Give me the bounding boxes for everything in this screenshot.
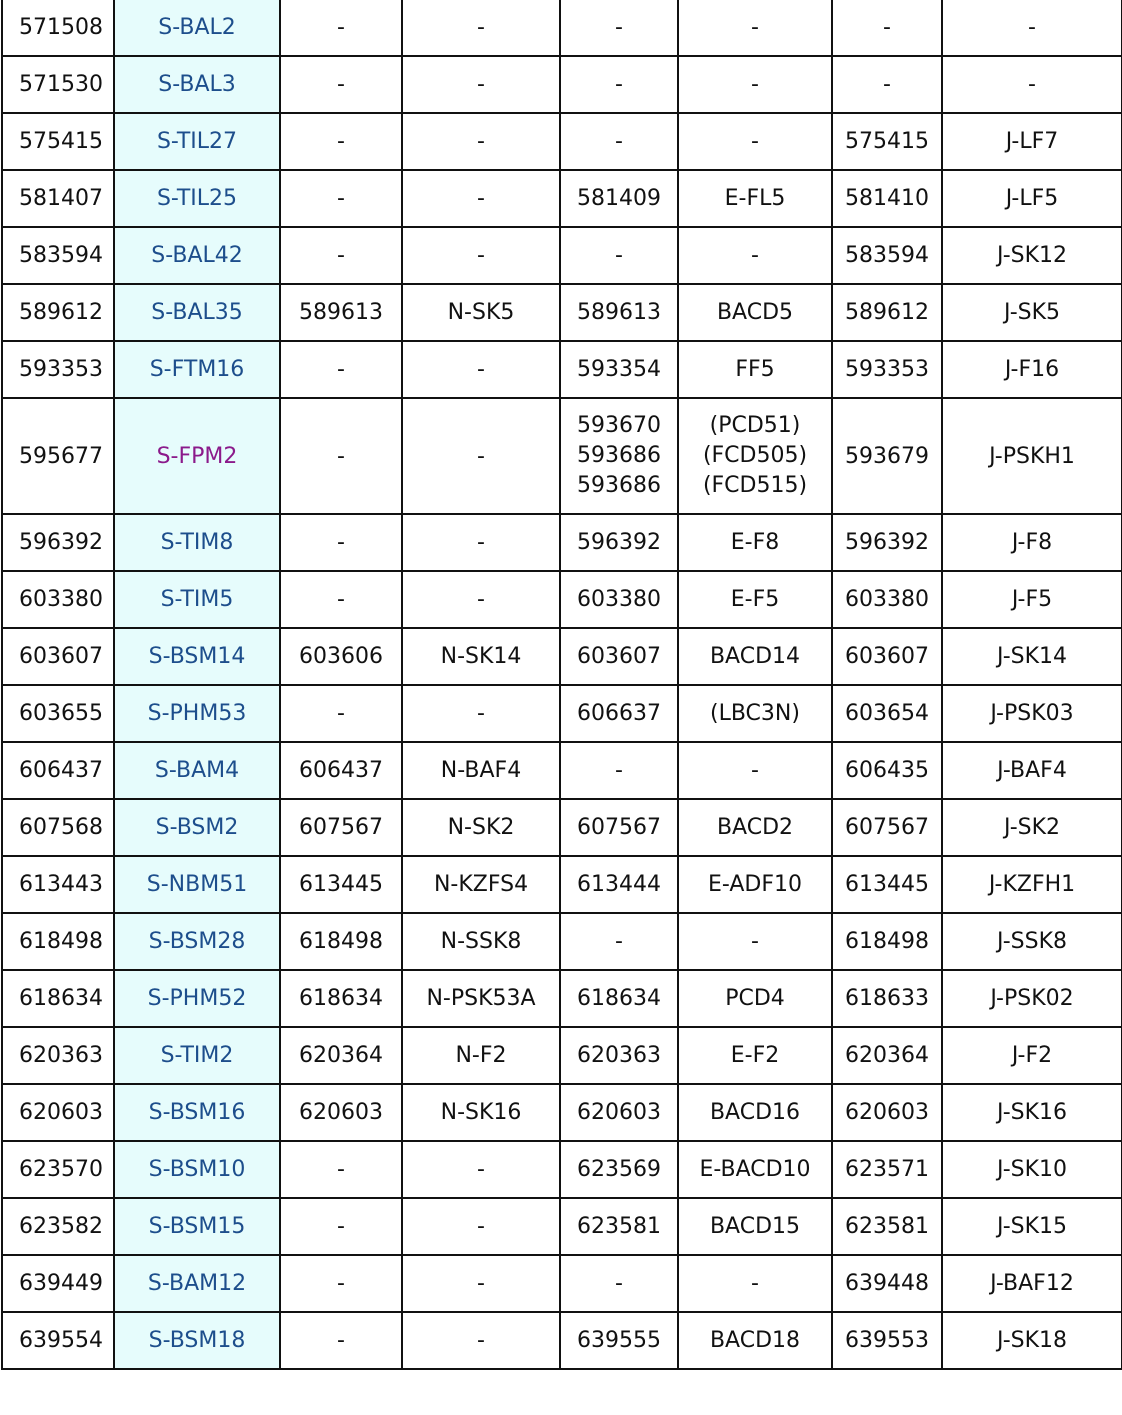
ohara-code-cell: 618498: [2, 913, 114, 970]
table-row: [2, 856, 1122, 913]
glass-link[interactable]: S-BSM16: [148, 1100, 246, 1125]
hikari-name-cell: J-PSK02: [942, 970, 1122, 1027]
schott-code-cell: -: [280, 113, 402, 170]
glass-link[interactable]: S-TIL25: [156, 186, 238, 211]
schott-name-cell: N-SK16: [402, 1084, 560, 1141]
hoya-name-cell: BACD15: [678, 1198, 832, 1255]
hikari-name-cell: J-F5: [942, 571, 1122, 628]
glass-link[interactable]: S-BSM28: [148, 929, 246, 954]
hoya-name-cell: PCD4: [678, 970, 832, 1027]
hikari-code-cell: 603607: [832, 628, 942, 685]
ohara-name-cell: [114, 571, 280, 628]
hoya-code-cell: 620363: [560, 1027, 678, 1084]
hoya-code-cell: 589613: [560, 284, 678, 341]
ohara-code-cell: 620603: [2, 1084, 114, 1141]
hikari-name-cell: -: [942, 56, 1122, 113]
hoya-code-cell: 623569: [560, 1141, 678, 1198]
hikari-code-cell: 639448: [832, 1255, 942, 1312]
schott-name-cell: -: [402, 514, 560, 571]
hoya-code-cell: -: [560, 113, 678, 170]
hikari-name-cell: J-PSKH1: [942, 398, 1122, 514]
table-row: [2, 284, 1122, 341]
table-row: [2, 799, 1122, 856]
ohara-name-cell: [114, 113, 280, 170]
ohara-name-cell: [114, 398, 280, 514]
schott-name-cell: -: [402, 1255, 560, 1312]
glass-link[interactable]: S-BAL2: [158, 15, 236, 40]
ohara-name-cell: [114, 1084, 280, 1141]
ohara-name-cell: [114, 0, 280, 56]
schott-code-cell: 606437: [280, 742, 402, 799]
hoya-name-cell: -: [678, 227, 832, 284]
hoya-name-cell: BACD2: [678, 799, 832, 856]
hoya-code-cell: -: [560, 227, 678, 284]
hikari-code-cell: 593679: [832, 398, 942, 514]
schott-name-cell: N-BAF4: [402, 742, 560, 799]
hikari-code-cell: 589612: [832, 284, 942, 341]
hoya-name-cell: BACD5: [678, 284, 832, 341]
hikari-code-cell: 583594: [832, 227, 942, 284]
table-row: [2, 685, 1122, 742]
hoya-name-cell: -: [678, 113, 832, 170]
ohara-name-cell: [114, 341, 280, 398]
hikari-name-cell: J-SK15: [942, 1198, 1122, 1255]
hoya-code-cell: 618634: [560, 970, 678, 1027]
glass-equivalents-table: [1, 0, 1122, 1370]
ohara-name-cell: [114, 856, 280, 913]
hoya-code-cell: -: [560, 56, 678, 113]
hikari-name-cell: J-KZFH1: [942, 856, 1122, 913]
table-row: [2, 398, 1122, 514]
ohara-name-cell: [114, 1141, 280, 1198]
ohara-code-cell: 613443: [2, 856, 114, 913]
hoya-name-cell: E-F8: [678, 514, 832, 571]
hikari-code-cell: 606435: [832, 742, 942, 799]
table-row: [2, 742, 1122, 799]
schott-name-cell: -: [402, 56, 560, 113]
glass-link[interactable]: S-BAM12: [147, 1271, 247, 1296]
schott-name-cell: N-PSK53A: [402, 970, 560, 1027]
hoya-code-cell: 607567: [560, 799, 678, 856]
schott-name-cell: -: [402, 685, 560, 742]
glass-link[interactable]: S-FPM2: [156, 443, 238, 469]
table-row: [2, 1312, 1122, 1369]
glass-link[interactable]: S-PHM53: [147, 701, 247, 726]
schott-code-cell: -: [280, 1198, 402, 1255]
ohara-code-cell: 603380: [2, 571, 114, 628]
glass-link[interactable]: S-BSM18: [148, 1328, 246, 1353]
ohara-code-cell: 593353: [2, 341, 114, 398]
hoya-code-cell: 620603: [560, 1084, 678, 1141]
hikari-name-cell: J-BAF12: [942, 1255, 1122, 1312]
glass-link[interactable]: S-BAM4: [154, 758, 240, 783]
hikari-code-cell: 623571: [832, 1141, 942, 1198]
schott-name-cell: -: [402, 1141, 560, 1198]
schott-code-cell: 618498: [280, 913, 402, 970]
hoya-code-cell: -: [560, 913, 678, 970]
hoya-name-cell: E-ADF10: [678, 856, 832, 913]
schott-code-cell: -: [280, 1141, 402, 1198]
hikari-code-cell: 575415: [832, 113, 942, 170]
hoya-name-cell: E-F2: [678, 1027, 832, 1084]
hoya-name-cell: E-BACD10: [678, 1141, 832, 1198]
hoya-name-line: (FCD505): [702, 443, 808, 468]
table-body: [2, 0, 1122, 1369]
ohara-name-cell: [114, 799, 280, 856]
ohara-code-cell: 603655: [2, 685, 114, 742]
hoya-code-cell: 596392: [560, 514, 678, 571]
hoya-code-cell: -: [560, 1255, 678, 1312]
schott-name-cell: -: [402, 227, 560, 284]
ohara-name-cell: [114, 1027, 280, 1084]
hoya-name-cell: [678, 398, 832, 514]
hoya-name-cell: (LBC3N): [678, 685, 832, 742]
schott-name-cell: N-F2: [402, 1027, 560, 1084]
hoya-code-cell: 603380: [560, 571, 678, 628]
ohara-code-cell: 595677: [2, 398, 114, 514]
hikari-name-cell: J-SK14: [942, 628, 1122, 685]
table-row: [2, 1027, 1122, 1084]
ohara-name-cell: [114, 1255, 280, 1312]
hoya-name-list: [683, 411, 827, 501]
table-row: [2, 913, 1122, 970]
hikari-name-cell: J-SK18: [942, 1312, 1122, 1369]
ohara-code-cell: 639554: [2, 1312, 114, 1369]
ohara-code-cell: 589612: [2, 284, 114, 341]
schott-name-cell: -: [402, 170, 560, 227]
hikari-name-cell: J-LF5: [942, 170, 1122, 227]
schott-name-cell: N-SK2: [402, 799, 560, 856]
glass-link[interactable]: S-BSM2: [155, 815, 239, 840]
glass-link[interactable]: S-FTM16: [149, 357, 245, 382]
hikari-name-cell: J-SK5: [942, 284, 1122, 341]
hoya-name-cell: -: [678, 913, 832, 970]
ohara-code-cell: 639449: [2, 1255, 114, 1312]
hikari-name-cell: J-SK12: [942, 227, 1122, 284]
hikari-code-cell: 623581: [832, 1198, 942, 1255]
table-row: [2, 341, 1122, 398]
hikari-name-cell: J-F16: [942, 341, 1122, 398]
schott-code-cell: 603606: [280, 628, 402, 685]
table-row: [2, 227, 1122, 284]
glass-link[interactable]: S-BSM10: [148, 1157, 246, 1182]
schott-name-cell: -: [402, 1198, 560, 1255]
hikari-code-cell: 603380: [832, 571, 942, 628]
hoya-name-cell: BACD14: [678, 628, 832, 685]
hoya-name-line: (FCD515): [702, 473, 808, 498]
hoya-code-cell: 593354: [560, 341, 678, 398]
schott-code-cell: 620364: [280, 1027, 402, 1084]
hoya-code-cell: -: [560, 742, 678, 799]
ohara-code-cell: 620363: [2, 1027, 114, 1084]
hikari-code-cell: -: [832, 0, 942, 56]
hoya-code-cell: 606637: [560, 685, 678, 742]
schott-name-cell: N-SK14: [402, 628, 560, 685]
hoya-name-cell: -: [678, 56, 832, 113]
ohara-name-cell: [114, 913, 280, 970]
hikari-name-cell: J-SK10: [942, 1141, 1122, 1198]
schott-code-cell: -: [280, 341, 402, 398]
hoya-code-cell: 639555: [560, 1312, 678, 1369]
glass-link[interactable]: S-TIM8: [160, 530, 234, 555]
ohara-name-cell: [114, 514, 280, 571]
table-row: [2, 571, 1122, 628]
hoya-code-cell: -: [560, 0, 678, 56]
glass-link[interactable]: S-BSM14: [148, 644, 246, 669]
ohara-code-cell: 571530: [2, 56, 114, 113]
hikari-name-cell: J-SK2: [942, 799, 1122, 856]
hoya-code-list: [565, 411, 673, 501]
table-row: [2, 1198, 1122, 1255]
table-row: [2, 1084, 1122, 1141]
hikari-code-cell: 613445: [832, 856, 942, 913]
table-row: [2, 0, 1122, 56]
hoya-name-cell: E-FL5: [678, 170, 832, 227]
schott-code-cell: -: [280, 398, 402, 514]
ohara-code-cell: 571508: [2, 0, 114, 56]
hikari-code-cell: 639553: [832, 1312, 942, 1369]
schott-code-cell: 589613: [280, 284, 402, 341]
schott-code-cell: 607567: [280, 799, 402, 856]
hoya-code-cell: [560, 398, 678, 514]
schott-code-cell: -: [280, 685, 402, 742]
hoya-code-line: 593686: [577, 473, 661, 498]
hoya-name-cell: FF5: [678, 341, 832, 398]
ohara-name-cell: [114, 970, 280, 1027]
table-row: [2, 970, 1122, 1027]
hikari-code-cell: 603654: [832, 685, 942, 742]
schott-code-cell: 618634: [280, 970, 402, 1027]
ohara-code-cell: 606437: [2, 742, 114, 799]
table-row: [2, 1141, 1122, 1198]
hikari-code-cell: 620603: [832, 1084, 942, 1141]
schott-name-cell: N-SSK8: [402, 913, 560, 970]
hikari-name-cell: J-SSK8: [942, 913, 1122, 970]
hikari-code-cell: -: [832, 56, 942, 113]
hikari-code-cell: 620364: [832, 1027, 942, 1084]
schott-name-cell: -: [402, 571, 560, 628]
ohara-code-cell: 583594: [2, 227, 114, 284]
schott-name-cell: -: [402, 398, 560, 514]
hoya-name-line: (PCD51): [709, 413, 801, 438]
hoya-name-cell: BACD16: [678, 1084, 832, 1141]
schott-code-cell: -: [280, 514, 402, 571]
glass-link[interactable]: S-BSM15: [148, 1214, 246, 1239]
hoya-name-cell: -: [678, 0, 832, 56]
hikari-code-cell: 618498: [832, 913, 942, 970]
schott-code-cell: -: [280, 170, 402, 227]
ohara-code-cell: 623582: [2, 1198, 114, 1255]
schott-code-cell: -: [280, 227, 402, 284]
hoya-code-line: 593686: [577, 443, 661, 468]
hikari-code-cell: 618633: [832, 970, 942, 1027]
glass-link[interactable]: S-TIL27: [156, 129, 238, 154]
hoya-code-cell: 613444: [560, 856, 678, 913]
ohara-name-cell: [114, 685, 280, 742]
hikari-code-cell: 581410: [832, 170, 942, 227]
hoya-name-cell: -: [678, 1255, 832, 1312]
schott-code-cell: -: [280, 56, 402, 113]
hikari-name-cell: J-PSK03: [942, 685, 1122, 742]
schott-name-cell: -: [402, 341, 560, 398]
ohara-name-cell: [114, 628, 280, 685]
ohara-name-cell: [114, 227, 280, 284]
glass-link[interactable]: S-BAL3: [158, 72, 236, 97]
schott-name-cell: -: [402, 113, 560, 170]
schott-name-cell: N-KZFS4: [402, 856, 560, 913]
table-row: [2, 113, 1122, 170]
hikari-name-cell: J-F8: [942, 514, 1122, 571]
schott-code-cell: 620603: [280, 1084, 402, 1141]
ohara-name-cell: [114, 1312, 280, 1369]
schott-code-cell: -: [280, 1312, 402, 1369]
hikari-code-cell: 596392: [832, 514, 942, 571]
hikari-code-cell: 607567: [832, 799, 942, 856]
hoya-name-cell: BACD18: [678, 1312, 832, 1369]
schott-name-cell: -: [402, 0, 560, 56]
schott-name-cell: N-SK5: [402, 284, 560, 341]
ohara-code-cell: 603607: [2, 628, 114, 685]
glass-link[interactable]: S-TIM5: [160, 587, 234, 612]
glass-link[interactable]: S-TIM2: [160, 1043, 234, 1068]
schott-code-cell: -: [280, 571, 402, 628]
glass-link[interactable]: S-NBM51: [146, 872, 248, 897]
ohara-code-cell: 618634: [2, 970, 114, 1027]
table-row: [2, 56, 1122, 113]
schott-name-cell: -: [402, 1312, 560, 1369]
schott-code-cell: -: [280, 1255, 402, 1312]
table-row: [2, 1255, 1122, 1312]
table-row: [2, 170, 1122, 227]
ohara-name-cell: [114, 170, 280, 227]
hoya-name-cell: -: [678, 742, 832, 799]
schott-code-cell: 613445: [280, 856, 402, 913]
ohara-name-cell: [114, 1198, 280, 1255]
hikari-name-cell: -: [942, 0, 1122, 56]
hikari-code-cell: 593353: [832, 341, 942, 398]
ohara-code-cell: 575415: [2, 113, 114, 170]
hikari-name-cell: J-BAF4: [942, 742, 1122, 799]
glass-link[interactable]: S-BAL35: [151, 300, 243, 325]
hoya-code-cell: 623581: [560, 1198, 678, 1255]
glass-link[interactable]: S-PHM52: [147, 986, 247, 1011]
ohara-code-cell: 607568: [2, 799, 114, 856]
ohara-code-cell: 581407: [2, 170, 114, 227]
ohara-name-cell: [114, 284, 280, 341]
ohara-code-cell: 596392: [2, 514, 114, 571]
hoya-code-cell: 603607: [560, 628, 678, 685]
table-row: [2, 514, 1122, 571]
hikari-name-cell: J-F2: [942, 1027, 1122, 1084]
ohara-name-cell: [114, 742, 280, 799]
ohara-name-cell: [114, 56, 280, 113]
hoya-name-cell: E-F5: [678, 571, 832, 628]
schott-code-cell: -: [280, 0, 402, 56]
hikari-name-cell: J-LF7: [942, 113, 1122, 170]
table-row: [2, 628, 1122, 685]
glass-link[interactable]: S-BAL42: [151, 243, 243, 268]
hoya-code-line: 593670: [577, 413, 661, 438]
ohara-code-cell: 623570: [2, 1141, 114, 1198]
hikari-name-cell: J-SK16: [942, 1084, 1122, 1141]
hoya-code-cell: 581409: [560, 170, 678, 227]
